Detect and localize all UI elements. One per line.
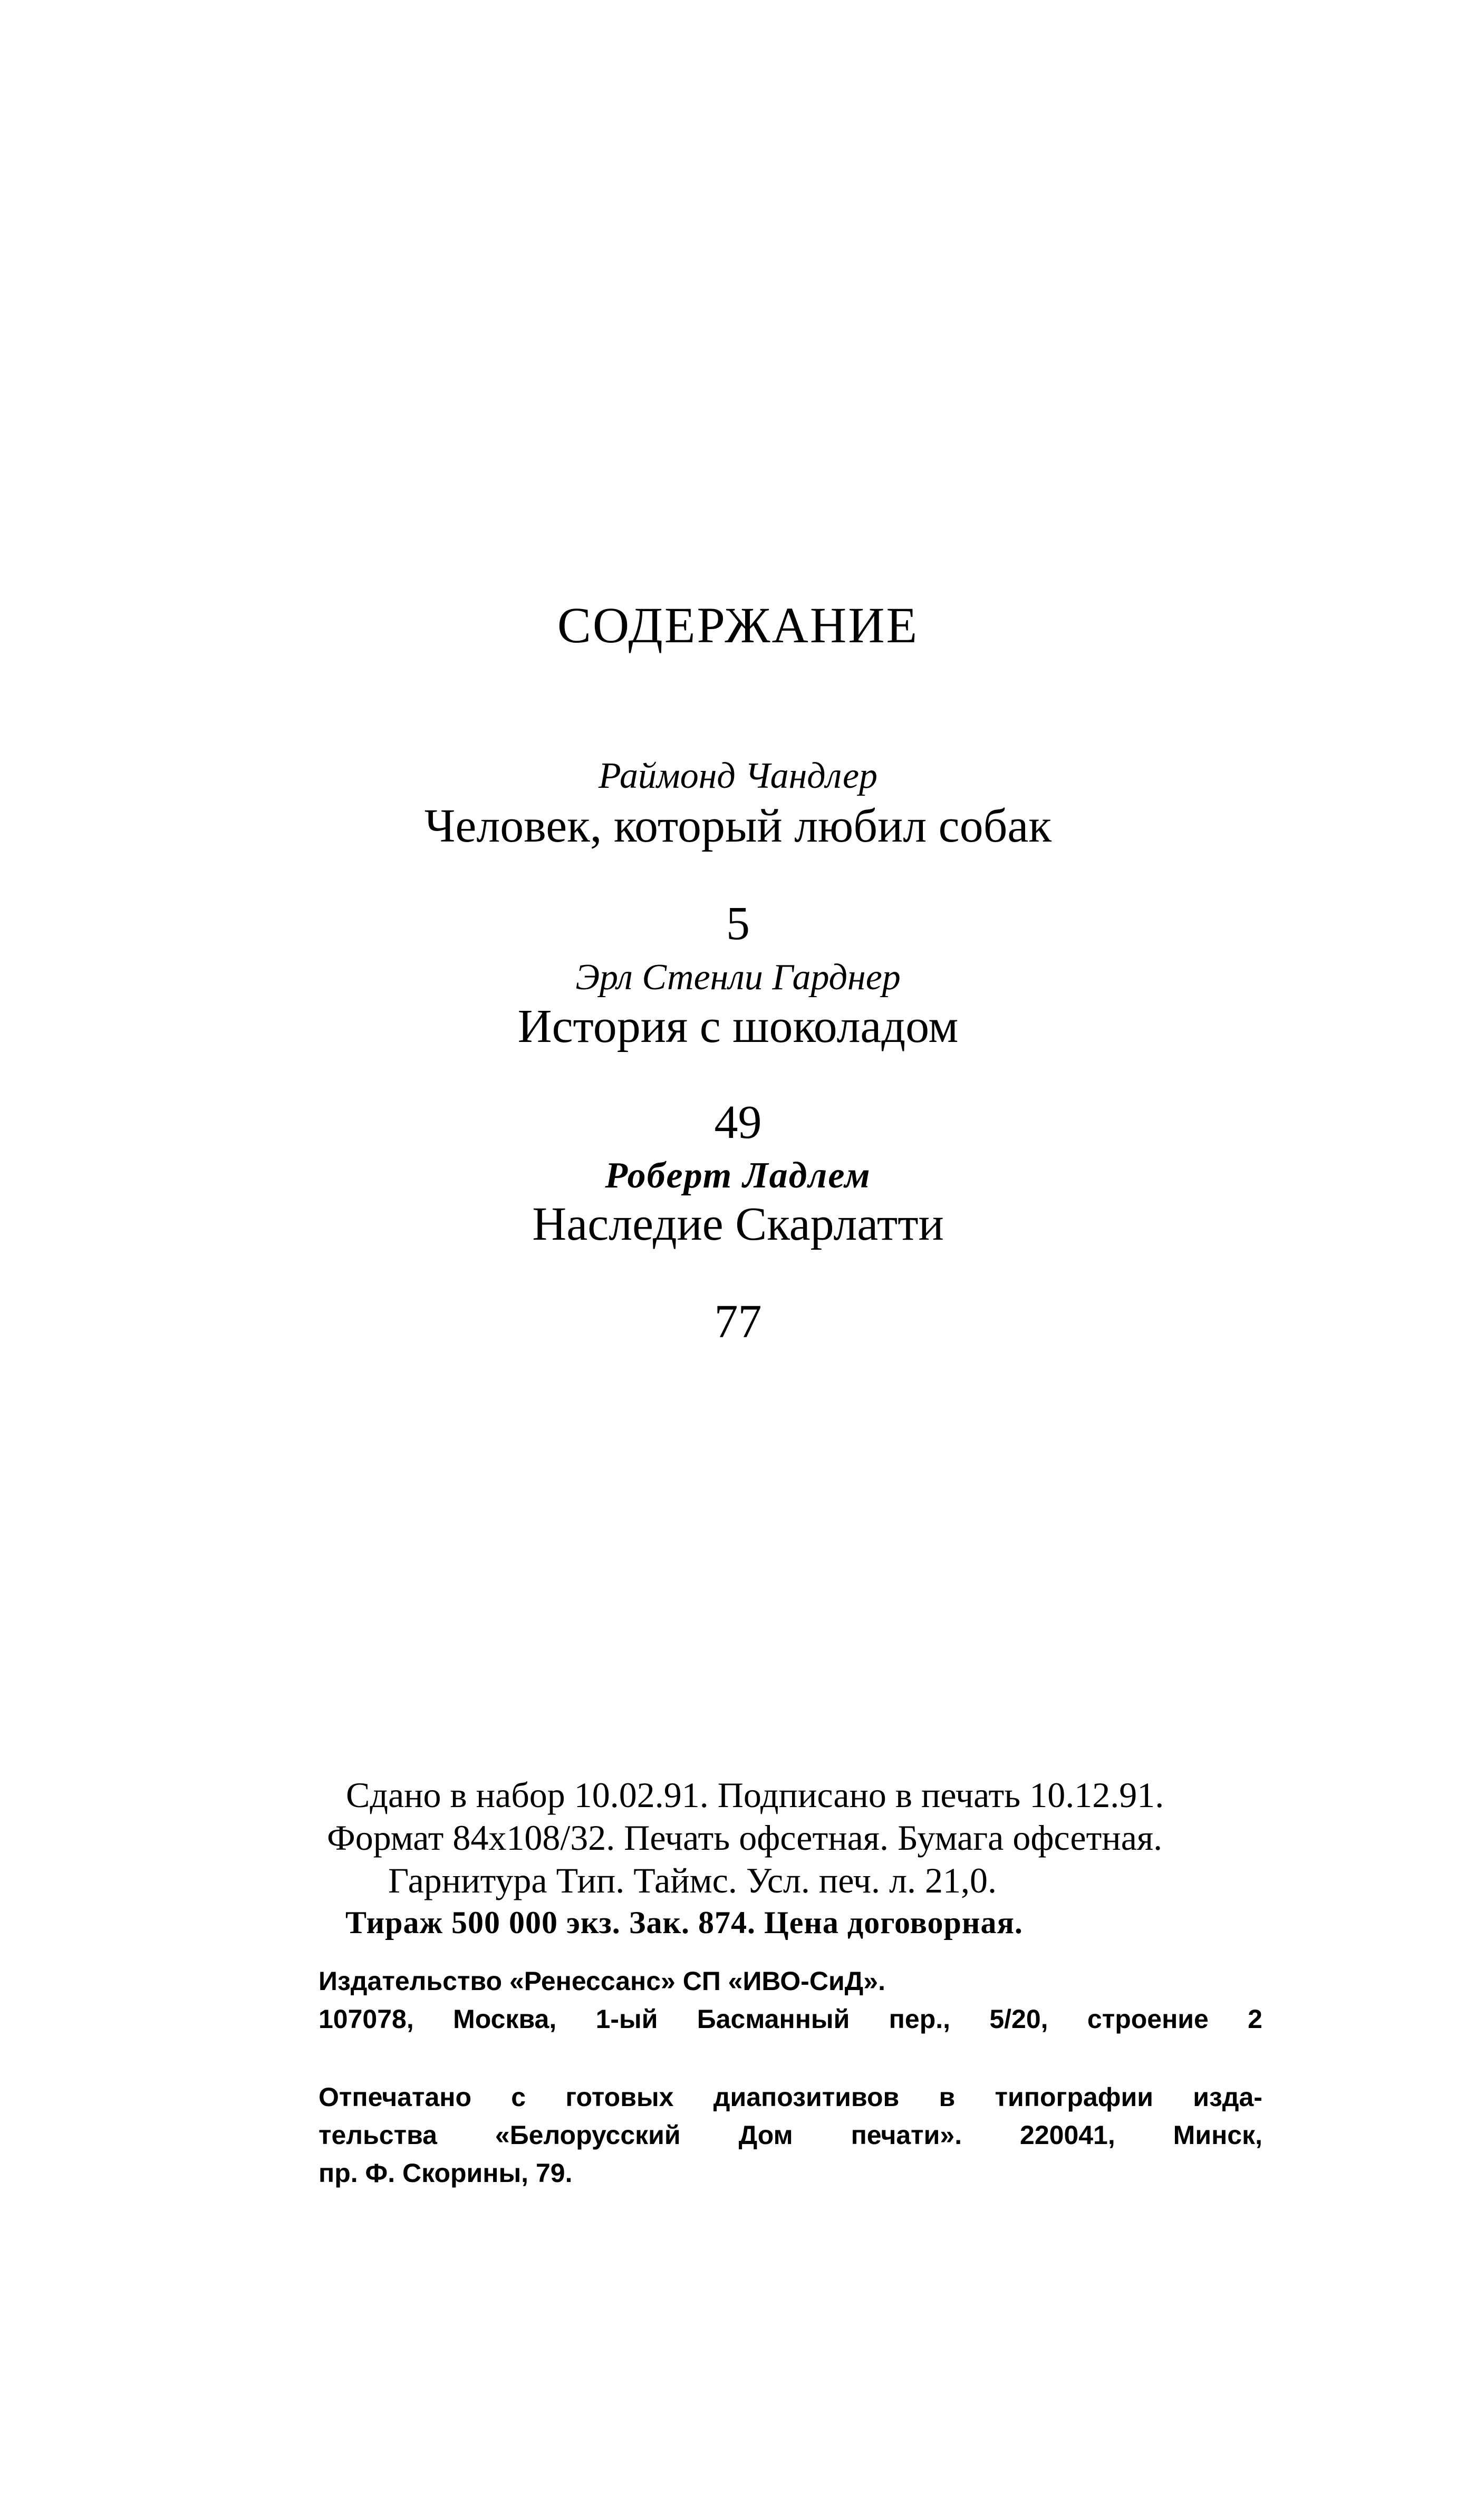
imprint-typesetting-dates: Сдано в набор 10.02.91. Подписано в печать 10.12.91. <box>346 1775 1164 1815</box>
toc-entry-title: История с шоколадом <box>517 1000 959 1053</box>
toc-entry-title: Наследие Скарлатти <box>532 1198 944 1250</box>
contents-heading: СОДЕРЖАНИЕ <box>557 597 919 653</box>
toc-entry-page-number: 49 <box>714 1096 762 1148</box>
imprint-printer-line: Отпечатано с готовых диапозитивов в типографии изда- <box>319 2082 1262 2112</box>
imprint-address: 107078, Москва, 1-ый Басманный пер., 5/20, строение 2 <box>319 2004 1262 2034</box>
toc-entry-author: Эрл Стенли Гарднер <box>575 957 901 998</box>
imprint-format: Формат 84х108/32. Печать офсетная. Бумага офсетная. <box>327 1818 1163 1858</box>
toc-entry-title: Человек, который любил собак <box>424 800 1052 852</box>
toc-entry-author: Раймонд Чандлер <box>598 756 878 796</box>
toc-entry-page-number: 5 <box>726 897 750 950</box>
imprint-print-run: Тираж 500 000 экз. Зак. 874. Цена договорная. <box>345 1905 1023 1940</box>
imprint-publisher: Издательство «Ренессанс» СП «ИВО-СиД». <box>319 1966 885 1996</box>
toc-entry-page-number: 77 <box>714 1296 762 1348</box>
imprint-typeface: Гарнитура Тип. Таймс. Усл. печ. л. 21,0. <box>388 1860 997 1900</box>
imprint-printer-line: тельства «Белорусский Дом печати». 220041, Минск, <box>319 2120 1262 2150</box>
toc-entry-author: Роберт Ладлем <box>605 1155 871 1196</box>
imprint-printer-line: пр. Ф. Скорины, 79. <box>319 2158 573 2188</box>
